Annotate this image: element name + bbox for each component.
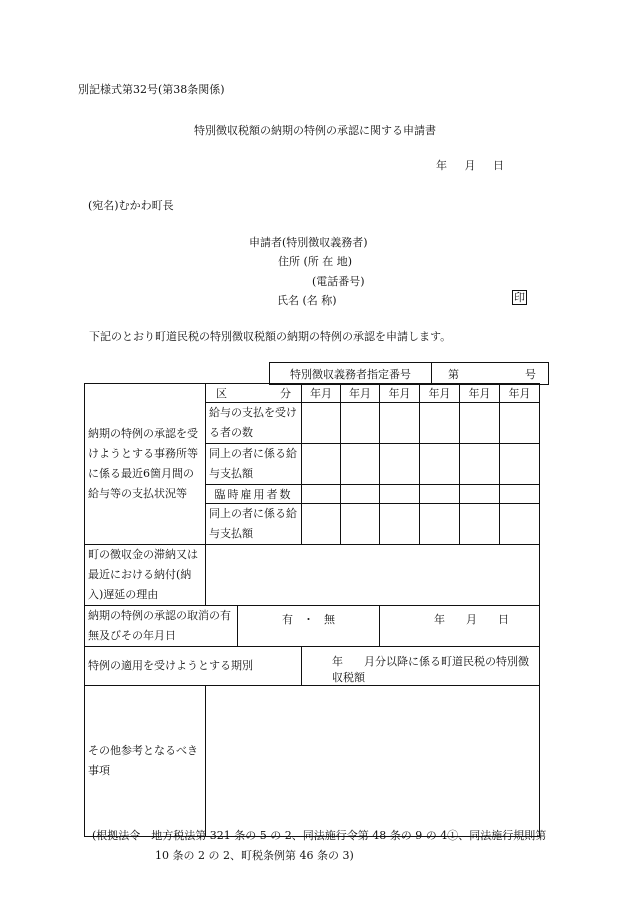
month-header: 年月 xyxy=(380,384,420,403)
data-cell[interactable] xyxy=(341,403,380,444)
month-header: 年月 xyxy=(302,384,341,403)
apply-nen: 年 xyxy=(332,654,343,668)
data-cell[interactable] xyxy=(302,485,341,504)
delinquency-field[interactable] xyxy=(206,545,540,606)
other-matters-label: その他参考となるべき事項 xyxy=(85,686,206,837)
apply-period-label: 特例の適用を受けようとする期別 xyxy=(85,647,302,686)
data-cell[interactable] xyxy=(380,403,420,444)
cancel-label: 納期の特例の承認の取消の有無及びその年月日 xyxy=(85,606,238,647)
seal-mark: 印 xyxy=(514,291,525,304)
section1-label: 納期の特例の承認を受けようとする事務所等に係る最近6箇月間の給与等の支払状況等 xyxy=(85,384,206,545)
cancel-dot: ・ xyxy=(303,613,314,626)
designation-number-label: 特別徴収義務者指定番号 xyxy=(270,363,432,385)
dai-label: 第 xyxy=(448,367,459,381)
apply-text: 月分以降に係る町道民税の特別徴収税額 xyxy=(332,654,529,684)
other-matters-field[interactable] xyxy=(206,686,540,837)
kubun-header: 区 分 xyxy=(206,384,302,403)
addressee: (宛名)むかわ町長 xyxy=(88,199,174,212)
applicant-address-label: 住所 (所 在 地) xyxy=(278,255,353,268)
data-cell[interactable] xyxy=(420,403,460,444)
form-number: 別記様式第32号(第38条関係) xyxy=(78,83,225,96)
data-cell[interactable] xyxy=(380,485,420,504)
month-header: 年月 xyxy=(341,384,380,403)
row-label-temp-salary: 同上の者に係る給与支払額 xyxy=(206,504,302,545)
data-cell[interactable] xyxy=(500,444,540,485)
applicant-name-label: 氏名 (名 称) xyxy=(277,294,337,307)
data-cell[interactable] xyxy=(420,485,460,504)
data-cell[interactable] xyxy=(460,504,500,545)
applicant-label: 申請者(特別徴収義務者) xyxy=(249,236,368,249)
apply-period-field[interactable] xyxy=(302,647,540,686)
data-cell[interactable] xyxy=(341,504,380,545)
designation-number-table xyxy=(269,362,549,385)
data-cell[interactable] xyxy=(380,444,420,485)
cancel-ari: 有 xyxy=(282,613,293,626)
go-label: 号 xyxy=(525,367,536,381)
document-title: 特別徴収税額の納期の特例の承認に関する申請書 xyxy=(194,124,436,137)
data-cell[interactable] xyxy=(302,444,341,485)
legal-basis-line2: 10 条の 2 の 2、町税条例第 46 条の 3) xyxy=(155,849,354,862)
month-header: 年月 xyxy=(420,384,460,403)
intro-text: 下記のとおり町道民税の特別徴収税額の納期の特例の承認を申請します。 xyxy=(89,330,452,343)
data-cell[interactable] xyxy=(341,485,380,504)
row-label-salary-amount: 同上の者に係る給与支払額 xyxy=(206,444,302,485)
cancel-nashi: 無 xyxy=(324,613,335,626)
data-cell[interactable] xyxy=(460,485,500,504)
month-header: 年月 xyxy=(460,384,500,403)
legal-basis-line1: (根拠法令 地方税法第 321 条の 5 の 2、同法施行令第 48 条の 9 の 4①、同法施行規則第 xyxy=(92,829,547,842)
applicant-phone-label: (電話番号) xyxy=(312,275,365,288)
month-header: 年月 xyxy=(500,384,540,403)
data-cell[interactable] xyxy=(302,504,341,545)
cancel-date-field[interactable]: 年 月 日 xyxy=(380,606,540,647)
data-cell[interactable] xyxy=(500,403,540,444)
delinquency-label: 町の徴収金の滞納又は最近における納付(納入)遅延の理由 xyxy=(85,545,206,606)
data-cell[interactable] xyxy=(460,403,500,444)
row-label-temp-workers: 臨時雇用者数 xyxy=(206,485,302,504)
designation-number-field[interactable] xyxy=(432,363,549,385)
date-line: 年 月 日 xyxy=(436,159,504,172)
data-cell[interactable] xyxy=(500,485,540,504)
cancel-choice[interactable] xyxy=(238,606,380,647)
row-label-employee-count: 給与の支払を受ける者の数 xyxy=(206,403,302,444)
data-cell[interactable] xyxy=(380,504,420,545)
data-cell[interactable] xyxy=(341,444,380,485)
data-cell[interactable] xyxy=(302,403,341,444)
data-cell[interactable] xyxy=(420,504,460,545)
data-cell[interactable] xyxy=(460,444,500,485)
application-table xyxy=(84,383,540,837)
data-cell[interactable] xyxy=(500,504,540,545)
data-cell[interactable] xyxy=(420,444,460,485)
